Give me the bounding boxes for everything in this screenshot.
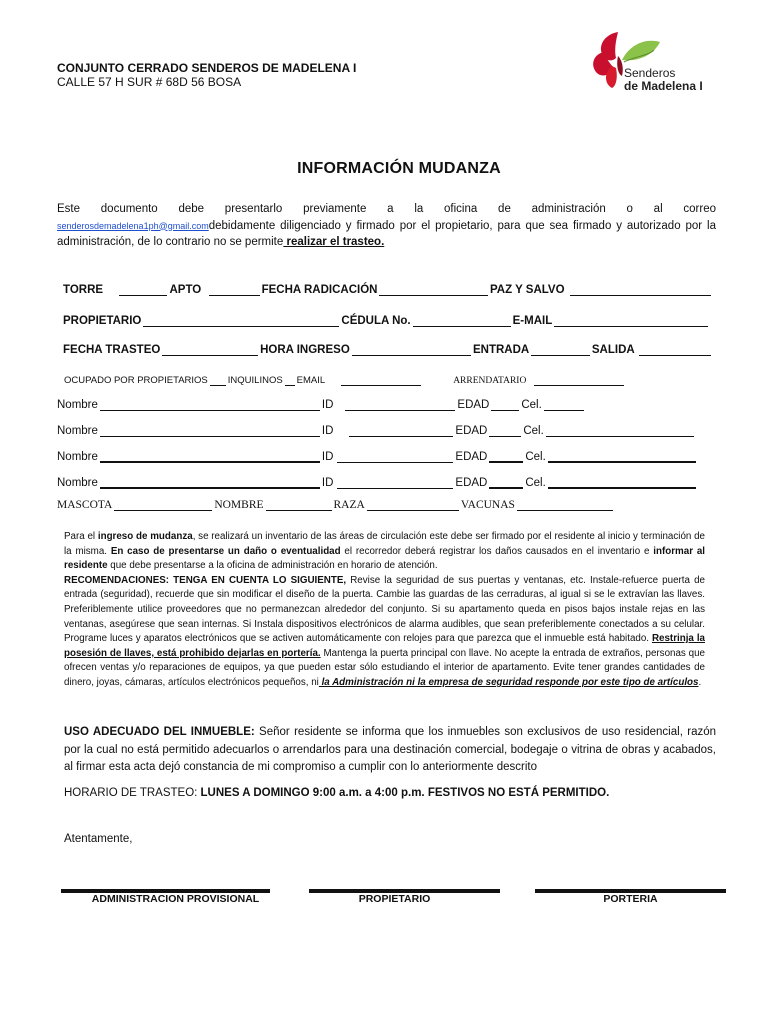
label-edad: EDAD [455,477,488,489]
horario [64,787,609,799]
label-vacunas: VACUNAS [460,499,515,511]
logo-line2: de Madelena I [624,79,703,93]
label-salida: SALIDA [591,344,635,356]
logo-text [624,67,703,93]
page-title: INFORMACIÓN MUDANZA [297,160,501,177]
person-row [57,425,707,437]
label-edad: EDAD [457,399,490,411]
field-torre[interactable] [119,284,167,296]
field-email[interactable] [554,315,708,327]
label-nombre: Nombre [57,477,98,489]
form-row-ocupado [64,375,654,386]
field-raza[interactable] [367,499,459,511]
label-nombre: Nombre [57,451,98,463]
field-edad[interactable] [489,425,521,437]
field-edad[interactable] [491,399,519,411]
intro-paragraph [57,201,716,251]
liability-warning: la Administración ni la empresa de seguridad responde por este tipo de artículos [318,676,699,688]
field-cel[interactable] [548,476,696,489]
label-entrada: ENTRADA [473,344,530,356]
community-address: CALLE 57 H SUR # 68D 56 BOSA [57,75,242,89]
person-row [57,476,707,489]
intro-underlined: realizar el trasteo. [283,236,385,248]
label-inquilinos: INQUILINOS [227,375,283,386]
closing: Atentamente, [64,833,133,845]
field-cel[interactable] [544,399,584,411]
label-id: ID [321,451,334,463]
label-arrendatario: ARRENDATARIO [453,376,527,386]
label-raza: RAZA [333,499,365,511]
field-fecha-radicacion[interactable] [379,284,488,296]
field-inquilinos[interactable] [285,376,295,386]
field-id[interactable] [337,477,453,489]
signature-label-admin: ADMINISTRACION PROVISIONAL [91,893,260,905]
label-cel: Cel. [523,425,544,437]
uso-text: Señor residente se informa que los inmuebles son exclusivos de uso residencial, razón por la cual no está permitido adecuarlos o arrendarlos para una destinación comercial, bodegaje o vitrina de obras y acabados, al firmar esta acta dejó constancia de mi compromiso a cumplir con lo anteriormente descrito [64,726,717,773]
horario-label: HORARIO DE TRASTEO: [64,787,201,799]
form-row-torre [63,284,713,296]
par-bold: informar al residente [64,545,705,572]
field-entrada[interactable] [531,344,590,356]
label-nombre: Nombre [57,399,98,411]
field-cel[interactable] [546,425,694,437]
label-cel: Cel. [525,477,546,489]
field-id[interactable] [337,451,453,463]
field-edad[interactable] [489,476,523,489]
field-cedula[interactable] [413,315,511,327]
signature-label-owner: PROPIETARIO [358,893,431,905]
label-email: E-MAIL [512,315,553,327]
person-row [57,399,707,411]
label-paz-salvo: PAZ Y SALVO [489,284,565,296]
label-fecha-trasteo: FECHA TRASTEO [63,344,161,356]
signature-label-porteria: PORTERIA [603,893,658,905]
label-torre: TORRE [63,284,104,296]
field-fecha-trasteo[interactable] [162,344,258,356]
person-row [57,450,707,463]
email-link[interactable]: senderosdemadelena1ph@gmail.com [57,220,209,231]
field-email-occ[interactable] [341,376,421,386]
par-text: Revise la seguridad de sus puertas y ventanas, etc. Instale-refuerce puerta de entrada (seguridad), recuerde que sin modificar el diseño de la puerta. Cambie las guardas de las cerraduras, al igual si se le extravían las llaves. Preferiblemente utilice proveedores que no permanezcan alrededor del conjunto. Si su apartamento queda en pisos bajos instale rejas en las ventanas, asegúrese que sean internas. Si Instala dispositivos electrónicos de alarma audibles, que sean preferiblemente conectados a su celular. Programe luces y aparatos electrónicos que se activen automáticamente con relojes para que parezca que el inmueble está habitado. [64,574,705,645]
field-id[interactable] [345,399,455,411]
par-text: Para el [64,531,98,542]
field-vacunas[interactable] [517,499,613,511]
par-text: . [698,676,702,688]
field-nombre[interactable] [100,425,320,437]
label-edad: EDAD [455,425,488,437]
community-name: CONJUNTO CERRADO SENDEROS DE MADELENA I [57,61,357,75]
field-edad[interactable] [489,450,523,463]
field-pet-nombre[interactable] [266,499,332,511]
par-bold: ingreso de mudanza [97,531,193,542]
keys-warning: Restrinja la posesión de llaves, está prohibido dejarlas en portería. [64,633,705,659]
label-id: ID [321,425,334,437]
label-cedula: CÉDULA No. [341,315,411,327]
form-row-fecha-trasteo [63,344,713,356]
label-hora-ingreso: HORA INGRESO [260,344,350,356]
label-id: ID [321,477,334,489]
field-id[interactable] [349,425,453,437]
intro-text1: Este documento debe presentarlo previamente a la oficina de administración o al correo [57,203,716,215]
uso-label: USO ADECUADO DEL INMUEBLE: [64,726,255,738]
pets-row [57,499,647,511]
label-propietario: PROPIETARIO [63,315,142,327]
intro-text2: debidamente diligenciado y firmado por el propietario, para que sea firmado y autorizado por la administración, de lo contrario no se permite [57,219,716,248]
label-apto: APTO [169,284,202,296]
label-nombre: Nombre [57,425,98,437]
logo-line1: Senderos [624,66,676,80]
field-apto[interactable] [209,284,259,296]
field-arrendatario[interactable] [534,376,624,386]
logo [588,30,718,100]
label-fecha-radicacion: FECHA RADICACIÓN [261,284,378,296]
form-row-propietario [63,315,713,327]
recommendations-heading: RECOMENDACIONES: TENGA EN CUENTA LO SIGUIENTE, [64,574,347,586]
horario-value: LUNES A DOMINGO 9:00 a.m. a 4:00 p.m. FESTIVOS NO ESTÁ PERMITIDO. [200,787,610,799]
field-nombre[interactable] [100,476,320,489]
label-email-occ: EMAIL [296,375,326,386]
par-bold: En caso de presentarse un daño o eventualidad [110,545,341,557]
uso-paragraph [64,724,716,777]
field-nombre[interactable] [100,399,320,411]
par-text: el recorredor deberá registrar los daños causados en el inventario e [340,545,654,557]
label-pet-nombre: NOMBRE [214,499,264,511]
field-nombre[interactable] [100,450,320,463]
label-id: ID [321,399,334,411]
par-text: Mantenga la puerta principal con llave. No acepte la entrada de extraños, personas que ofrecen ventas y/o reparaciones de equipos, ya que pueden estar sólo estudiando el interior de apartamento. Evite tener grandes cantidades de dinero, joyas, cámaras, artículos electrónicos pequeños, ni [64,647,705,688]
label-ocupado: OCUPADO POR PROPIETARIOS [64,375,208,386]
par-text: , se realizará un inventario de las áreas de circulación este debe ser firmado por el residente al inicio y terminación de la misma. [64,531,706,557]
par-text: que debe presentarse a la oficina de administración en horario de atención. [107,560,438,572]
field-mascota[interactable] [114,499,212,511]
field-hora-ingreso[interactable] [352,344,471,356]
label-edad: EDAD [455,451,488,463]
inventory-paragraph [64,530,705,691]
label-mascota: MASCOTA [57,499,113,511]
label-cel: Cel. [525,451,546,463]
field-cel[interactable] [548,450,696,463]
field-salida[interactable] [639,344,711,356]
field-propietarios[interactable] [210,376,226,386]
field-propietario[interactable] [143,315,339,327]
field-paz-salvo[interactable] [570,284,711,296]
label-cel: Cel. [521,399,542,411]
